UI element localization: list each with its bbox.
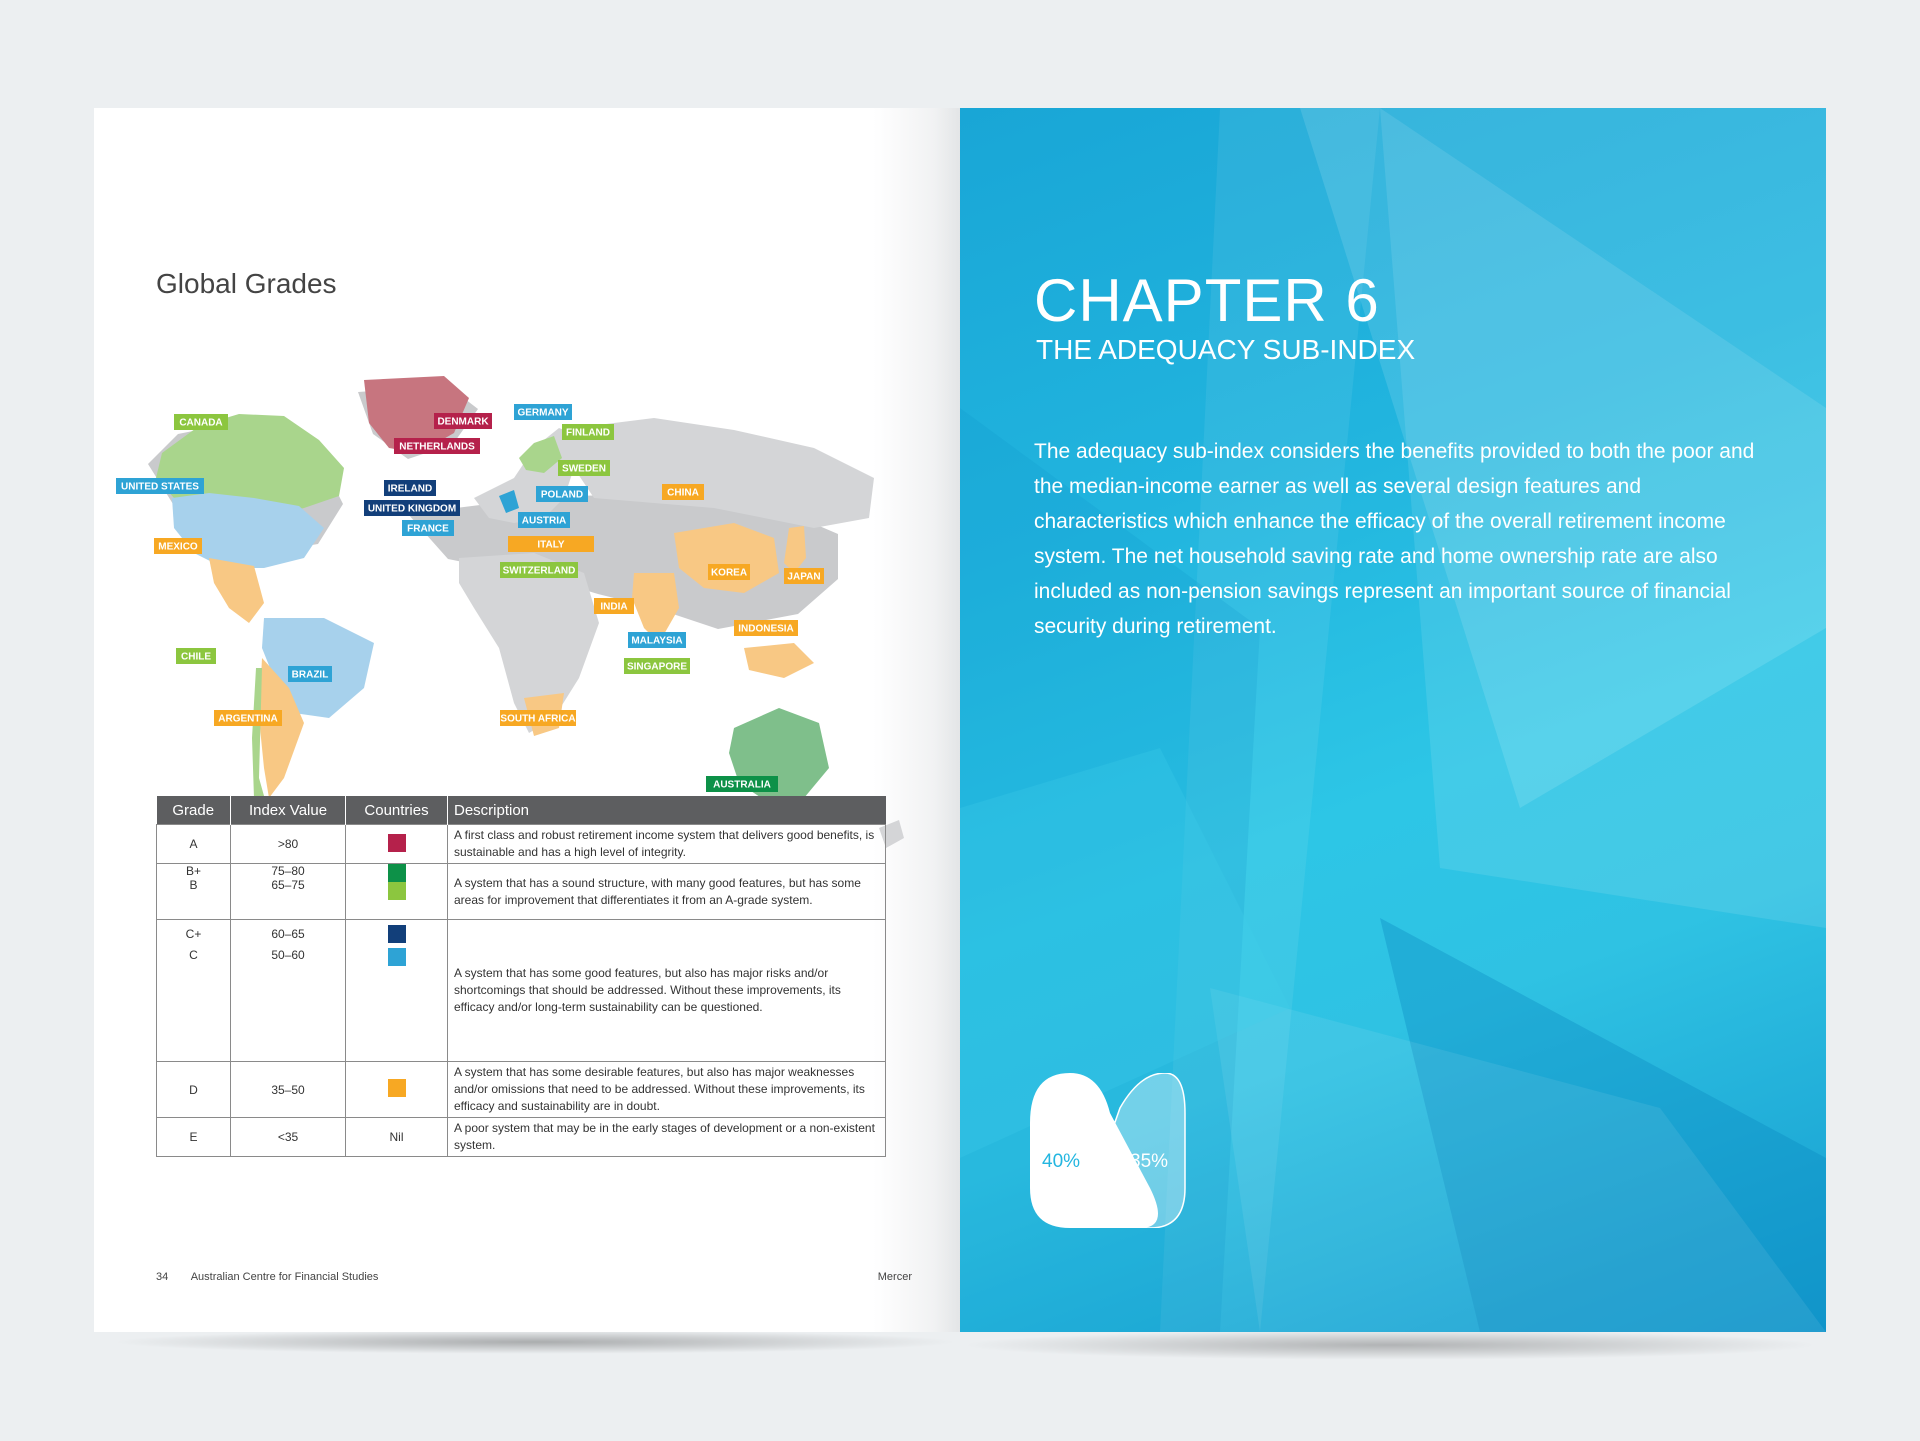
svg-text:JAPAN: JAPAN [787, 571, 821, 583]
svg-text:INDONESIA: INDONESIA [738, 623, 794, 635]
svg-text:ITALY: ITALY [537, 539, 565, 551]
svg-text:CANADA: CANADA [179, 417, 223, 429]
header-grade: Grade [157, 796, 231, 825]
svg-text:SWITZERLAND: SWITZERLAND [502, 565, 576, 577]
grade-cell: D [157, 1062, 231, 1118]
section-title: Global Grades [156, 268, 337, 299]
label-australia [706, 776, 778, 792]
value-cell: 35–50 [231, 1062, 346, 1118]
label-india [594, 598, 634, 614]
left-page [94, 108, 960, 1332]
value-c-plus: 60–65 [271, 927, 305, 941]
countries-cell [346, 1062, 448, 1118]
value-cell [231, 920, 346, 1062]
label-poland [536, 486, 588, 502]
svg-text:SOUTH AFRICA: SOUTH AFRICA [500, 713, 576, 725]
grade-b-swatch [388, 882, 406, 900]
indonesia-region [744, 643, 814, 678]
svg-text:KOREA: KOREA [710, 567, 748, 579]
svg-text:SWEDEN: SWEDEN [562, 463, 606, 475]
pension-split-graphic [1030, 1073, 1200, 1228]
label-indonesia [734, 620, 798, 636]
value-c: 50–60 [271, 948, 305, 962]
description-cell: A first class and robust retirement income system that delivers good benefits, is sustainable and has a high level of integrity. [448, 825, 886, 864]
description-cell: A poor system that may be in the early stages of development or a non-existent system. [448, 1118, 886, 1157]
label-finland [562, 424, 614, 440]
label-malaysia [628, 632, 686, 648]
label-austria [518, 512, 570, 528]
value-cell: >80 [231, 825, 346, 864]
header-countries: Countries [346, 796, 448, 825]
description-cell: A system that has some desirable features, but also has major weaknesses and/or omissions that need to be addressed. Without these improvements, its efficacy and sustainability are in doubt. [448, 1062, 886, 1118]
countries-cell: Nil [346, 1118, 448, 1157]
table-row [157, 864, 886, 920]
description-cell: A system that has some good features, but also has major risks and/or shortcomings that should be addressed. Without these improvements, its efficacy and/or long-term sustainability can be questioned. [448, 920, 886, 1062]
svg-text:MEXICO: MEXICO [158, 541, 198, 553]
svg-text:ARGENTINA: ARGENTINA [218, 713, 278, 725]
value-b: 65–75 [271, 878, 305, 892]
grade-d-swatch [388, 1079, 406, 1097]
label-ireland [384, 480, 436, 496]
label-canada [174, 414, 228, 430]
svg-text:SINGAPORE: SINGAPORE [626, 661, 688, 673]
description-cell: A system that has a sound structure, with many good features, but has some areas for improvement that differentiates it from an A-grade system. [448, 864, 886, 920]
header-index-value: Index Value [231, 796, 346, 825]
value-cell: <35 [231, 1118, 346, 1157]
grade-cell [157, 864, 231, 920]
label-germany [514, 404, 572, 420]
svg-text:FINLAND: FINLAND [566, 427, 610, 439]
svg-text:INDIA: INDIA [600, 601, 628, 613]
svg-text:IRELAND: IRELAND [387, 483, 433, 495]
right-page [960, 108, 1826, 1332]
table-header-row [157, 796, 886, 825]
grade-cell: E [157, 1118, 231, 1157]
label-france [402, 520, 454, 536]
grade-c-swatch [388, 948, 406, 966]
svg-text:UNITED STATES: UNITED STATES [121, 481, 199, 493]
grade-c: C [189, 948, 198, 962]
label-mexico [154, 538, 202, 554]
label-singapore [624, 658, 690, 674]
value-b-plus: 75–80 [271, 864, 305, 878]
svg-text:MALAYSIA: MALAYSIA [631, 635, 683, 647]
label-denmark [434, 413, 492, 429]
grades-table [156, 796, 886, 1157]
grade-b-plus-swatch [388, 864, 406, 882]
page-footer [156, 1271, 398, 1283]
split-bottom-value: 25% [1086, 1198, 1125, 1219]
page-shadow-left [110, 1330, 960, 1354]
header-description: Description [448, 796, 886, 825]
svg-text:GERMANY: GERMANY [517, 407, 569, 419]
label-korea [708, 564, 750, 580]
label-brazil [288, 666, 332, 682]
value-cell [231, 864, 346, 920]
label-united-states [116, 478, 204, 494]
grade-cell: A [157, 825, 231, 864]
svg-text:UNITED KINGDOM: UNITED KINGDOM [367, 503, 457, 515]
grade-a-swatch [388, 834, 406, 852]
label-argentina [214, 710, 282, 726]
table-row [157, 1062, 886, 1118]
grade-b: B [189, 878, 198, 892]
chapter-intro: The adequacy sub-index considers the benefits provided to both the poor and the median-income earner as well as several design features and characteristics which enhance the efficacy of the overall retirement income system. The net household saving rate and home ownership rate are also included as non-pension savings represent an important source of financial security during retirement. [1034, 440, 1755, 638]
svg-text:FRANCE: FRANCE [407, 523, 449, 535]
brand-name: Mercer [877, 1271, 912, 1283]
svg-text:AUSTRIA: AUSTRIA [521, 515, 567, 527]
chapter-title: THE ADEQUACY SUB-INDEX [1036, 334, 1416, 365]
grade-c-plus: C+ [185, 927, 202, 941]
label-chile [176, 648, 216, 664]
grade-c-plus-swatch [388, 925, 406, 943]
split-right-value: 35% [1130, 1151, 1169, 1172]
grade-cell [157, 920, 231, 1062]
label-united-kingdom [364, 500, 460, 516]
svg-text:DENMARK: DENMARK [437, 416, 489, 428]
publisher-name: Australian Centre for Financial Studies [190, 1271, 379, 1283]
countries-cell [346, 825, 448, 864]
label-switzerland [500, 562, 578, 578]
svg-text:CHILE: CHILE [181, 651, 211, 663]
page-number: 34 [156, 1271, 169, 1283]
page-shadow-right [960, 1330, 1820, 1360]
label-sweden [558, 460, 610, 476]
svg-text:POLAND: POLAND [540, 489, 584, 501]
table-row [157, 825, 886, 864]
svg-text:BRAZIL: BRAZIL [291, 669, 329, 681]
countries-cell [346, 920, 448, 1062]
table-row [157, 1118, 886, 1157]
svg-text:CHINA: CHINA [667, 487, 699, 499]
svg-text:NETHERLANDS: NETHERLANDS [399, 441, 475, 453]
svg-text:AUSTRALIA: AUSTRALIA [713, 779, 771, 791]
label-china [662, 484, 704, 500]
chapter-number: CHAPTER 6 [1034, 267, 1380, 334]
label-italy [508, 536, 594, 552]
label-south-africa [500, 710, 576, 726]
table-row [157, 920, 886, 1062]
countries-cell [346, 864, 448, 920]
grade-b-plus: B+ [185, 864, 201, 878]
label-netherlands [394, 438, 480, 454]
label-japan [784, 568, 824, 584]
split-left-value: 40% [1042, 1151, 1081, 1172]
